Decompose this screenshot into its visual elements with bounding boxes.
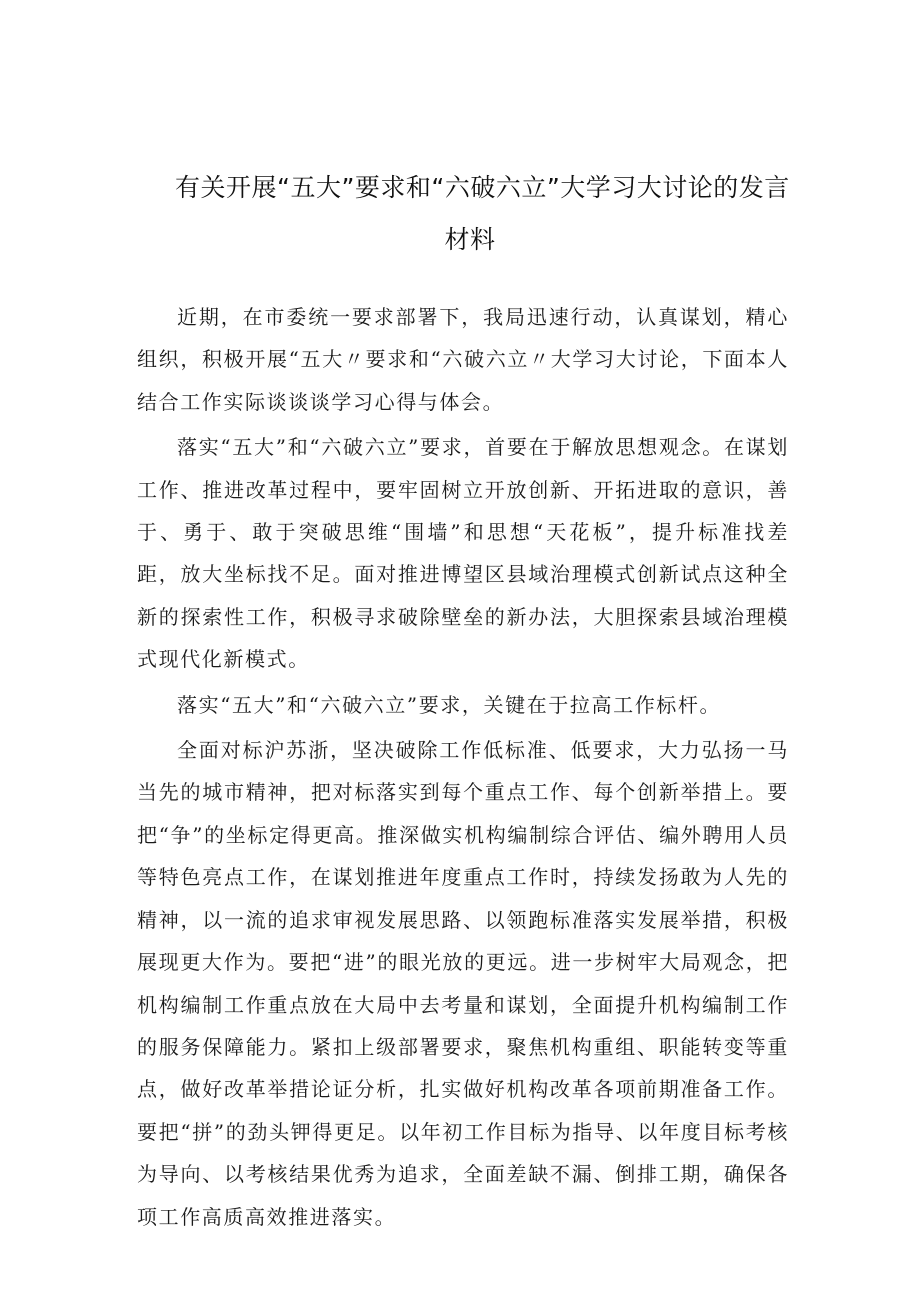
title-line-2: 材料 <box>444 225 496 254</box>
paragraph: 全面对标沪苏浙，坚决破除工作低标准、低要求，大力弘扬一马当先的城市精神，把对标落实到每个重点工作、每个创新举措上。要把“争”的坐标定得更高。推深做实机构编制综合评估、编外聘用人员等特色亮点工作，在谋划推进年度重点工作时，持续发扬敢为人先的精神，以一流的追求审视发展思路、以领跑标准落实发展举措，积极展现更大作为。要把“进”的眼光放的更远。进一步树牢大局观念，把机构编制工作重点放在大局中去考量和谋划，全面提升机构编制工作的服务保障能力。紧扣上级部署要求，聚焦机构重组、职能转变等重点，做好改革举措论证分析，扎实做好机构改革各项前期准备工作。要把“拼”的劲头钾得更足。以年初工作目标为指导、以年度目标考核为导向、以考核结果优秀为追求，全面差缺不漏、倒排工期，确保各项工作高质高效推进落实。 <box>137 738 789 1229</box>
paragraph: 近期，在市委统一要求部署下，我局迅速行动，认真谋划，精心组织，积极开展“五大〃要求和“六破六立〃大学习大讨论，下面本人结合工作实际谈谈谈学习心得与体会。 <box>137 305 789 414</box>
document-body <box>137 296 789 1241</box>
paragraph: 落实“五大”和“六破六立”要求，关键在于拉高工作标杆。 <box>177 692 722 717</box>
paragraph: 落实“五大”和“六破六立”要求，首要在于解放思想观念。在谋划工作、推进改革过程中，要牢固树立开放创新、开拓进取的意识，善于、勇于、敢于突破思维“围墙”和思想“天花板”，提升标准找差距，放大坐标找不足。面对推进博望区县域治理模式创新试点这种全新的探索性工作，积极寻求破除壁垒的新办法，大胆探索县域治理模式现代化新模式。 <box>137 435 789 672</box>
document-title <box>150 162 790 266</box>
title-line-1: 有关开展“五大”要求和“六破六立”大学习大讨论的发言 <box>175 173 790 202</box>
